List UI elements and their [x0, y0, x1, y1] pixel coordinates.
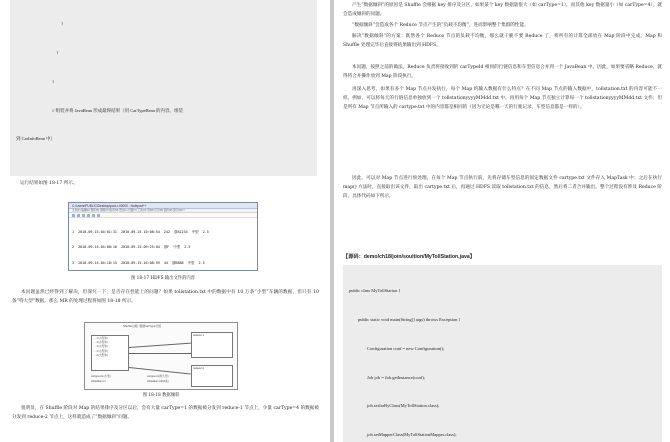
toolbar-save-icon [82, 214, 85, 217]
diagram-right-bottom-1: cartype.txt(特大型) [147, 375, 169, 378]
diagram-left-box [91, 335, 129, 371]
notepad-content [69, 218, 257, 271]
toolbar-open-icon [77, 214, 80, 217]
figure-18-17-caption: 图 18-17 HDFS 输出文件的内容 [131, 276, 195, 281]
right-paragraph-3: 解决“数据倾斜”的方案：既然各个 Reduce 节点的负载不均衡，那么就干脆不要 Reduce 了，将所有的计算全部放在 Map 阶段中完成。Map 和 Shuffle 处理完毕后直接将结果输出到 HDFS。 [343, 34, 662, 48]
code-block-right [343, 265, 662, 442]
right-paragraph-1: 产生“数据倾斜”的原因是 Shuffle 会根据 key 排序及分区，如果某个 key 数据量很大（如 carType=1），而其他 key 数据量小（如 carType=4），就会造成倾斜的问题。 [343, 3, 662, 17]
output-row: 1 2010-09-15.04:01:31 2010-09-15.10:08:54 242 浙A1234 中型 2.5 [72, 229, 209, 234]
code-line [16, 163, 311, 173]
diagram-item: … 1 (小型车) [93, 349, 108, 353]
toolbar-new-icon [72, 214, 75, 217]
figure-18-18-diagram [84, 322, 238, 390]
figure-18-18-caption: 图 18-18 数据倾斜 [142, 393, 180, 398]
diagram-left-bottom-1: cartype.txt (小型) [91, 375, 111, 378]
right-paragraph-5: 再深入思考，如果有多个 Map 节点并发执行，每个 Map 约输入数据有什么特点？在不同 Map 节点的输入数据中，tollstation.txt 的内容可能不一样。例如，可以将每天的行链信息单独放到一个 tollstationyyyyMMdd.txt 中。再用每个 Map 节点独立计算每一个 tollstationyyyyMMdd.txt 文件；但是所有 Map 节点所输入的 cartype.txt 中的内容都是相同的（因为无论是哪一天的行驶记录，车型信息都是一样的）。 [343, 87, 662, 110]
diagram-title: Shuffle过程: 根据carType分组 [123, 324, 162, 328]
code-line: public static void main(String[] args) throws Exception { [349, 316, 461, 322]
code-line: job.setJarByClass(MyTollStation.class); [349, 403, 440, 409]
output-row: 3 2010-09-15.04:18:15 2010-09-15.16:08:59 44 浙B888 中型 2.5 [72, 261, 205, 266]
diagram-arrow-1 [129, 343, 191, 348]
right-page [337, 0, 670, 442]
toolbar-copy-icon [92, 214, 95, 217]
code-block-left [10, 0, 317, 176]
figure-18-17-screenshot [68, 202, 258, 271]
output-row: 2 2010-09-15.04:08:16 2010-09-15.09:25:04 浙F 中型 2.5 [72, 245, 191, 250]
diagram-right-bottom-2: tollstation.txt(10条) [147, 380, 169, 383]
diagram-reducer-2-box [191, 365, 233, 387]
code-line: } [16, 49, 59, 55]
code-line: public class MyTollStation { [349, 288, 401, 294]
code-line: } [16, 78, 55, 84]
left-paragraph-1: 本问题虽然已经得到了解决，但深究一下，是否存在性能上的问题？如果 tollstation.txt 中的数据中有 10 万条“小型”车辆的数据，但只有 10 条“特大型”数据。那么 MR 的处理过程将如图 18-18 所示。 [12, 290, 319, 304]
left-paragraph-2: 很明显，在 Shuffle 阶段对 Map 的结果排序及分区以后，会有大量 carType=1 的数据被分发到 reduce-1 节点上，少量 carType=4 的数据被分发到 reduce-2 节点上，这样就造成了“数据倾斜”问题。 [12, 406, 319, 420]
code-line: // 组装并将 JavaBean 形成最终结果（用 CarTypeBean 的内容，组装 [16, 107, 184, 113]
code-line: } [16, 21, 64, 27]
reducer-2-label: reducer 2 [193, 367, 204, 370]
run-result-text: 运行结果如图 18-17 所示。 [20, 181, 78, 186]
diagram-arrow-2 [129, 353, 191, 354]
code-line: job.setMapperClass(MyTollStationMapper.class); [349, 432, 457, 438]
toolbar-paste-icon [97, 214, 100, 217]
right-paragraph-4: 本问题，按照之前的做法，Reduce 负责将接收到的 carTypeId 相同的行链信息和车型信息合并到一个 JavaBean 中。因此，如果要省略 Reduce，就得将合并操作放到 Map 阶段执行。 [343, 65, 662, 79]
code-line: 到 CarInfoBean 中） [16, 136, 55, 142]
diagram-item: … 1 (小型车) [93, 345, 108, 349]
toolbar-cut-icon [87, 214, 90, 217]
diagram-item: … 1 (小型车) [93, 341, 108, 345]
code-line: Configuration conf = new Configuration(); [349, 345, 445, 351]
diagram-arrow-3 [129, 367, 191, 374]
reducer-1-label: reducer 1 [193, 334, 204, 337]
notepad-menu-bar: 文件(F) 编辑(E) 搜索(S) 视图(V) 格式(M) 语言(L) 设置(T) 工具(O) 宏(M) 运行(R) 插件(P) 窗口(W) ? [69, 209, 257, 213]
right-paragraph-2: “数据倾斜”会造成各个 Reduce 节点产生的“负载不均衡”，进而影响整个集群的性能。 [352, 23, 529, 28]
diagram-reducer-1-box [191, 332, 233, 358]
notepad-window-title: C:\Users\PUBLIC\Desktop\part-r-00000 - Notepad++ [69, 203, 257, 209]
diagram-left-bottom-2: tollstation.txt [91, 380, 106, 383]
right-paragraph-6: 因此，可以对 Map 节点进行预处理。在每个 Map 节点执行前，先将存储车型信息的固定数据文件 cartype.txt 文件存入 MapTask 中；之后在执行 map() 方法时，直接取出该文件，取出 cartype.txt 后，再通过 HDFS 读取 tollstation.txt 的信息，然后将二者合并输出。整个过程没有涉及 Reduce 阶段，具体代码如下所示。 [343, 176, 662, 199]
diagram-item: … 1 (小型车) [93, 337, 108, 340]
page-gutter [330, 0, 334, 442]
code-line: Job job = Job.getInstance(conf); [349, 374, 426, 380]
source-code-label: 【源码：demo/ch18/join/soultion/MyTollStation.java】 [343, 254, 475, 260]
diagram-item: … 2 (大型车) [93, 353, 108, 357]
